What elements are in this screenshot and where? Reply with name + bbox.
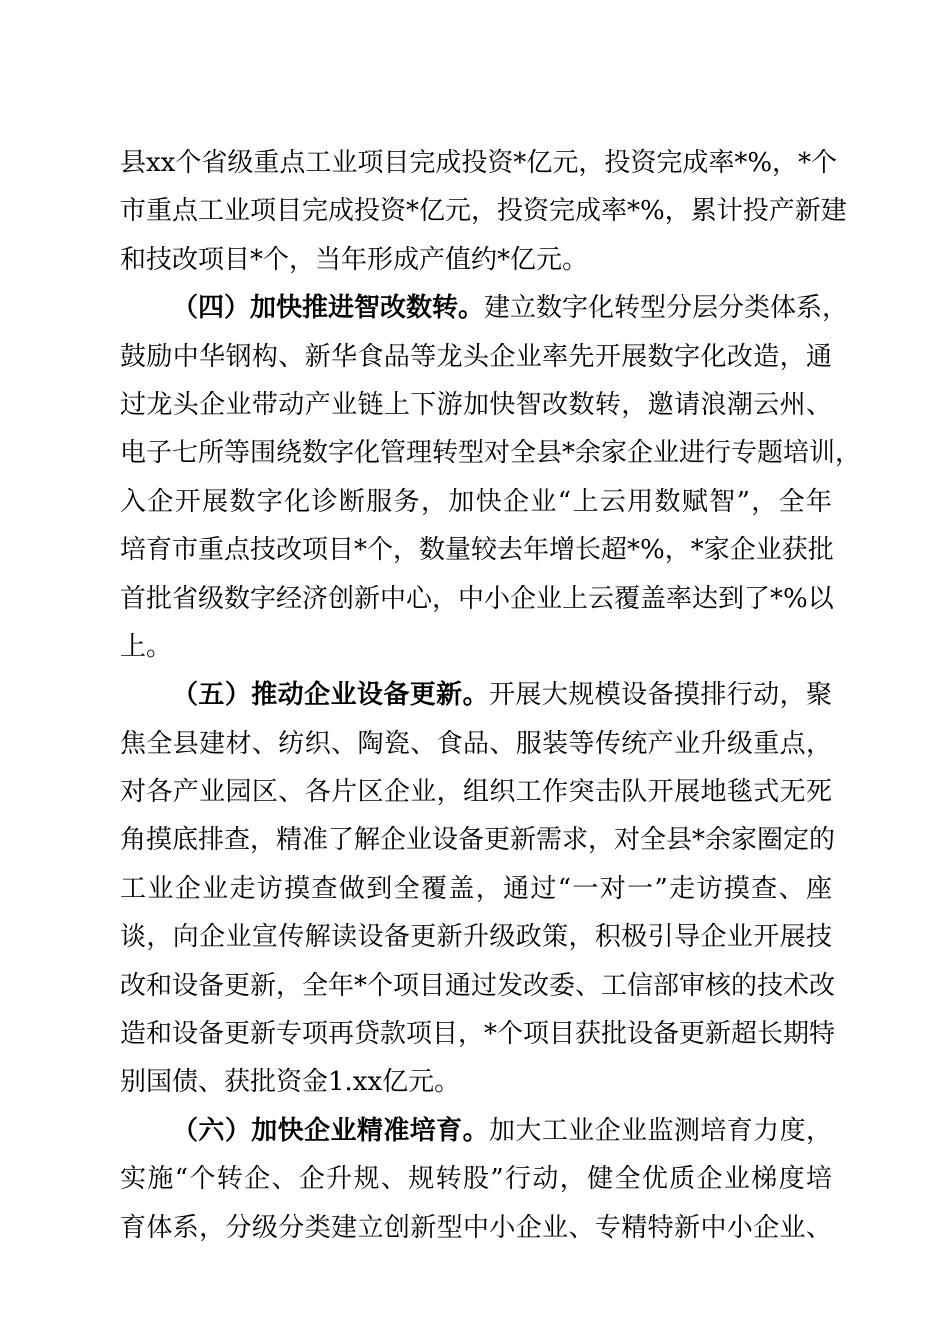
section-5-line: 谈，向企业宣传解读设备更新升级政策，积极引导企业开展技 [120,922,832,953]
section-6-paragraph [120,1107,832,1252]
section-5-line: 工业企业走访摸查做到全覆盖，通过“一对一”走访摸查、座 [120,873,832,904]
section-6-heading: （六）加快企业精准培育。 [172,1115,489,1146]
section-6-line: 实施“个转企、企升规、规转股”行动，健全优质企业梯度培 [120,1164,832,1195]
section-6-first-line [120,1107,832,1155]
section-4-line: 电子七所等围绕数字化管理转型对全县*余家企业进行专题培训， [120,438,862,469]
section-4-line: 过龙头企业带动产业链上下游加快智改数转，邀请浪潮云州、 [120,389,832,420]
section-5-heading: （五）推动企业设备更新。 [172,680,489,711]
section-6-line: 育体系，分级分类建立创新型中小企业、专精特新中小企业、 [120,1212,832,1243]
section-5-line: 别国债、获批资金1.xx亿元。 [120,1067,461,1098]
intro-line-1: 县xx个省级重点工业项目完成投资*亿元，投资完成率*%，*个 [120,148,838,178]
section-5-line: 角摸底排查，精准了解企业设备更新需求，对全县*余家圈定的 [120,825,836,856]
section-5-line: 焦全县建材、纺织、陶瓷、食品、服装等传统产业升级重点， [120,728,832,759]
section-5-line: 造和设备更新专项再贷款项目，*个项目获批设备更新超长期特 [120,1019,836,1050]
section-4-line: 上。 [120,631,173,662]
intro-paragraph [120,139,847,284]
section-5-first-line [120,671,832,719]
section-5-paragraph [120,671,836,1107]
section-6-first-line-rest: 加大工业企业监测培育力度， [489,1115,832,1146]
section-4-line: 培育市重点技改项目*个，数量较去年增长超*%，*家企业获批 [120,535,834,566]
intro-line-2: 市重点工业项目完成投资*亿元，投资完成率*%，累计投产新建 [120,196,847,227]
section-4-first-line-rest: 建立数字化转型分层分类体系， [484,293,849,324]
section-5-line: 改和设备更新，全年*个项目通过发改委、工信部审核的技术改 [120,970,836,1001]
section-4-heading: （四）加快推进智改数转。 [172,293,485,324]
document-body [120,139,862,1252]
intro-line-3: 和技改项目*个，当年形成产值约*亿元。 [120,244,589,275]
section-5-first-line-rest: 开展大规模设备摸排行动，聚 [489,680,832,711]
section-4-first-line [120,284,849,332]
section-5-line: 对各产业园区、各片区企业，组织工作突击队开展地毯式无死 [120,777,832,808]
section-4-line: 鼓励中华钢构、新华食品等龙头企业率先开展数字化改造，通 [120,341,832,372]
section-4-line: 首批省级数字经济创新中心，中小企业上云覆盖率达到了*%以 [120,583,834,614]
section-4-line: 入企开展数字化诊断服务，加快企业“上云用数赋智”，全年 [120,486,832,517]
section-4-paragraph [120,284,862,671]
